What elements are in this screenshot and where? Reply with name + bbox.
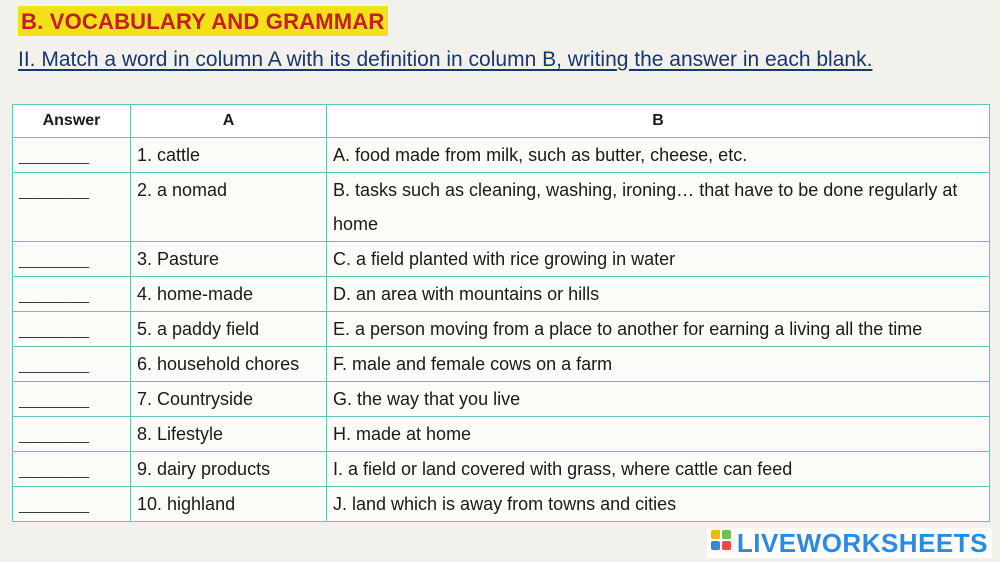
word-cell: 4. home-made (131, 277, 327, 312)
definition-cell: F. male and female cows on a farm (327, 347, 990, 382)
answer-cell (13, 347, 131, 382)
section-heading: B. VOCABULARY AND GRAMMAR (18, 6, 388, 36)
answer-blank-input[interactable]: _________ (19, 148, 90, 164)
answer-blank-input[interactable]: _________ (19, 183, 90, 199)
table-header-row (13, 105, 990, 138)
answer-cell (13, 173, 131, 242)
answer-blank-input[interactable]: _________ (19, 322, 90, 338)
table-row (13, 452, 990, 487)
answer-blank-input[interactable]: _________ (19, 392, 90, 408)
table-row (13, 382, 990, 417)
definition-cell: H. made at home (327, 417, 990, 452)
answer-blank-input[interactable]: _________ (19, 252, 90, 268)
answer-blank-input[interactable]: _________ (19, 287, 90, 303)
header-answer: Answer (13, 105, 131, 138)
answer-cell (13, 312, 131, 347)
definition-cell: C. a field planted with rice growing in water (327, 242, 990, 277)
definition-cell: I. a field or land covered with grass, where cattle can feed (327, 452, 990, 487)
header-column-a: A (131, 105, 327, 138)
table-row (13, 347, 990, 382)
definition-cell: B. tasks such as cleaning, washing, ironing… that have to be done regularly at home (327, 173, 990, 242)
word-cell: 3. Pasture (131, 242, 327, 277)
answer-cell (13, 242, 131, 277)
answer-cell (13, 417, 131, 452)
answer-blank-input[interactable]: _________ (19, 357, 90, 373)
word-cell: 8. Lifestyle (131, 417, 327, 452)
word-cell: 6. household chores (131, 347, 327, 382)
answer-blank-input[interactable]: _________ (19, 497, 90, 513)
table-row (13, 242, 990, 277)
watermark-text: LIVEWORKSHEETS (736, 527, 988, 558)
answer-cell (13, 487, 131, 522)
definition-cell: A. food made from milk, such as butter, cheese, etc. (327, 138, 990, 173)
table-row (13, 173, 990, 242)
liveworksheets-logo-icon (711, 530, 733, 556)
answer-blank-input[interactable]: _________ (19, 462, 90, 478)
header-column-b: B (327, 105, 990, 138)
exercise-instructions: II. Match a word in column A with its definition in column B, writing the answer in each blank. (18, 48, 873, 71)
definition-cell: D. an area with mountains or hills (327, 277, 990, 312)
definition-cell: G. the way that you live (327, 382, 990, 417)
definition-cell: E. a person moving from a place to another for earning a living all the time (327, 312, 990, 347)
answer-cell (13, 452, 131, 487)
table-row (13, 277, 990, 312)
answer-cell (13, 138, 131, 173)
answer-cell (13, 382, 131, 417)
definition-cell: J. land which is away from towns and cities (327, 487, 990, 522)
word-cell: 10. highland (131, 487, 327, 522)
word-cell: 5. a paddy field (131, 312, 327, 347)
word-cell: 7. Countryside (131, 382, 327, 417)
table-row (13, 417, 990, 452)
table-row (13, 312, 990, 347)
table-row (13, 138, 990, 173)
word-cell: 2. a nomad (131, 173, 327, 242)
liveworksheets-watermark (707, 528, 992, 558)
matching-table (12, 104, 990, 522)
table-row (13, 487, 990, 522)
word-cell: 1. cattle (131, 138, 327, 173)
answer-cell (13, 277, 131, 312)
word-cell: 9. dairy products (131, 452, 327, 487)
answer-blank-input[interactable]: _________ (19, 427, 90, 443)
